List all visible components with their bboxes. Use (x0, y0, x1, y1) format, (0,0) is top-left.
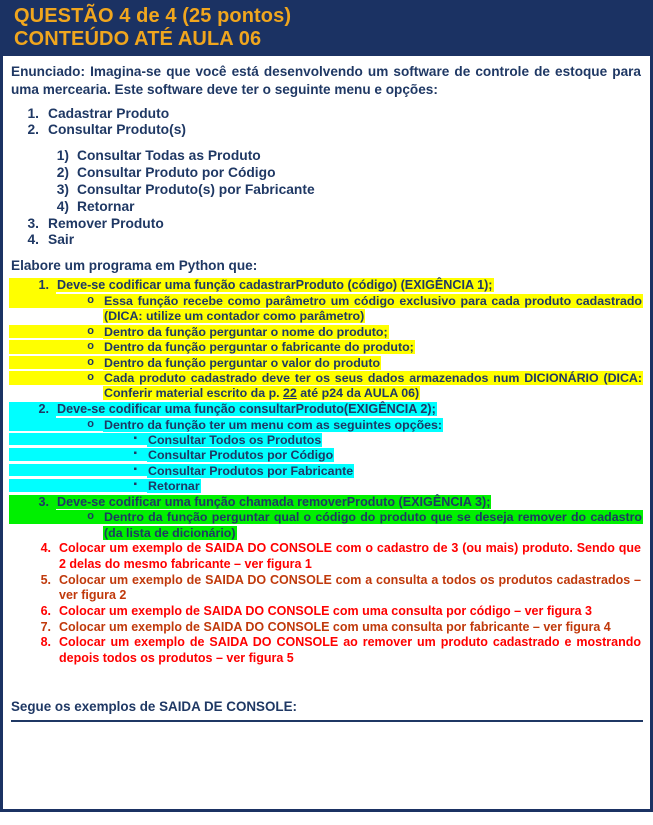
requirement-2-option-1 (9, 433, 645, 448)
requirement-2-option-3-marker: ▪ (9, 464, 147, 476)
requirement-2-bullet-text: Dentro da função ter um menu com as seguintes opções: (104, 417, 443, 432)
footer-spacer (9, 667, 645, 699)
menu-subitem-4-marker: 4) (56, 198, 69, 214)
requirement-2-bullet-marker: o (9, 418, 103, 432)
document-body-frame (0, 56, 653, 812)
console-item-7-marker: 7. (40, 619, 51, 634)
menu-item-2-marker: 2. (27, 122, 39, 138)
requirement-3-bullet (9, 510, 645, 541)
requirement-3 (9, 495, 645, 511)
console-item-8-marker: 8. (40, 635, 51, 650)
requirement-1 (9, 278, 645, 294)
requirement-1-bullet-2-marker: o (9, 325, 103, 339)
requirement-1-bullet-5 (9, 371, 645, 402)
requirement-2 (9, 402, 645, 418)
menu-subitem-1-label: Consultar Todas as Produto (77, 148, 261, 164)
menu-item-4 (9, 232, 645, 249)
requirement-2-option-3 (9, 464, 645, 479)
requirement-1-bullet-5-page-ref: 22 (283, 386, 297, 401)
requirement-1-bullet-1-text: Essa função recebe como parâmetro um código exclusivo para cada produto cadastrado (DICA: utilize um contador como parâmetro) (104, 293, 642, 324)
menu-item-4-label: Sair (48, 232, 75, 248)
requirement-1-bullet-3 (9, 340, 645, 355)
menu-subitem-4 (9, 199, 645, 216)
requirement-2-option-1-text: Consultar Todos os Produtos (148, 433, 322, 447)
console-item-8-text: Colocar um exemplo de SAIDA DO CONSOLE ao remover um produto cadastrado e mostrando depois todos os produtos – ver figura 5 (59, 635, 641, 666)
elabore-heading: Elabore um programa em Python que: (11, 258, 258, 274)
requirement-1-bullet-5-marker: o (9, 371, 103, 385)
requirement-1-bullet-4-marker: o (9, 356, 103, 370)
menu-subitem-1 (9, 148, 645, 165)
console-item-5 (9, 573, 645, 604)
console-item-4-marker: 4. (40, 541, 51, 556)
requirement-1-text: Deve-se codificar uma função cadastrarProduto (código) (EXIGÊNCIA 1); (57, 278, 493, 293)
console-item-4 (9, 541, 645, 572)
question-header-banner (0, 0, 653, 56)
menu-item-1 (9, 106, 645, 123)
requirement-2-marker: 2. (9, 402, 56, 418)
menu-item-3-label: Remover Produto (48, 215, 164, 231)
console-item-6 (9, 604, 645, 620)
menu-subitem-3-marker: 3) (56, 181, 69, 197)
menu-subitem-4-label: Retornar (77, 198, 135, 214)
requirement-3-marker: 3. (9, 495, 56, 511)
requirement-1-bullet-4-text: Dentro da função perguntar o valor do produto (104, 355, 381, 370)
requirement-2-option-1-marker: ▪ (9, 433, 147, 445)
requirement-2-option-3-text: Consultar Produtos por Fabricante (148, 463, 354, 478)
requirement-1-bullet-3-text: Dentro da função perguntar o fabricante do produto; (104, 340, 414, 355)
menu-item-1-marker: 1. (27, 105, 39, 121)
menu-item-3-marker: 3. (27, 215, 39, 231)
requirement-1-bullet-2-text: Dentro da função perguntar o nome do produto; (104, 324, 388, 339)
requirement-1-bullet-3-marker: o (9, 340, 103, 354)
menu-subitem-1-marker: 1) (56, 148, 69, 164)
console-item-6-marker: 6. (40, 604, 51, 619)
requirement-3-text: Deve-se codificar uma função chamada removerProduto (EXIGÊNCIA 3); (57, 494, 491, 509)
requirement-1-marker: 1. (9, 278, 56, 294)
header-title-line2: CONTEÚDO ATÉ AULA 06 (14, 27, 262, 50)
requirement-1-bullet-1-marker: o (9, 294, 103, 308)
console-item-5-marker: 5. (40, 572, 51, 587)
requirement-3-bullet-text: Dentro da função perguntar qual o código do produto que se deseja remover do cadastro (da lista de dicionário) (104, 510, 642, 540)
menu-subitem-3 (9, 182, 645, 199)
menu-subitem-3-label: Consultar Produto(s) por Fabricante (77, 181, 315, 197)
requirement-1-bullet-4 (9, 356, 645, 371)
requirement-2-option-4-text: Retornar (148, 479, 200, 494)
requirement-2-option-4-marker: ▪ (9, 479, 147, 491)
console-item-7-text: Colocar um exemplo de SAIDA DO CONSOLE com uma consulta por fabricante – ver figura 4 (59, 619, 611, 634)
requirement-2-option-2-marker: ▪ (9, 448, 147, 460)
menu-subitem-2-marker: 2) (56, 165, 69, 181)
footer-divider (11, 720, 643, 722)
requirement-1-bullet-5-text-part1: Cada produto cadastrado deve ter os seus dados armazenados num DICIONÁRIO (DICA: Conferir material escrito da p. (104, 371, 642, 401)
menu-item-1-label: Cadastrar Produto (48, 105, 170, 121)
menu-subitem-2 (9, 165, 645, 182)
requirement-2-bullet (9, 418, 645, 433)
menu-item-2-label: Consultar Produto(s) (48, 122, 186, 138)
requirement-1-bullet-5-text-part2: até p24 da AULA 06) (296, 386, 420, 401)
console-item-7 (9, 620, 645, 636)
menu-spacer (9, 139, 645, 148)
menu-item-2 (9, 122, 645, 139)
console-item-5-text: Colocar um exemplo de SAIDA DO CONSOLE com a consulta a todos os produtos cadastrados – ver figura 2 (59, 572, 641, 603)
requirement-2-option-2 (9, 448, 645, 463)
requirement-3-bullet-marker: o (9, 510, 103, 524)
enunciado-paragraph: Enunciado: Imagina-se que você está desenvolvendo um software de controle de estoque para uma mercearia. Este software deve ter o seguinte menu e opções: (11, 64, 641, 97)
console-item-6-text: Colocar um exemplo de SAIDA DO CONSOLE com uma consulta por código – ver figura 3 (59, 604, 592, 619)
menu-subitem-2-label: Consultar Produto por Código (77, 165, 276, 181)
requirement-1-bullet-2 (9, 325, 645, 340)
requirement-2-option-2-text: Consultar Produtos por Código (148, 448, 334, 463)
footer-label: Segue os exemplos de SAIDA DE CONSOLE: (11, 698, 297, 714)
menu-item-4-marker: 4. (27, 232, 39, 248)
requirement-2-option-4 (9, 479, 645, 494)
requirement-1-bullet-1 (9, 294, 645, 325)
requirement-2-text: Deve-se codificar uma função consultarProduto(EXIGÊNCIA 2); (57, 401, 436, 416)
header-title-line1: QUESTÃO 4 de 4 (25 pontos) (14, 5, 292, 27)
menu-item-3 (9, 216, 645, 233)
console-item-4-text: Colocar um exemplo de SAIDA DO CONSOLE com o cadastro de 3 (ou mais) produto. Sendo que 2 delas do mesmo fabricante – ver figura 1 (59, 541, 641, 571)
console-item-8 (9, 635, 645, 666)
